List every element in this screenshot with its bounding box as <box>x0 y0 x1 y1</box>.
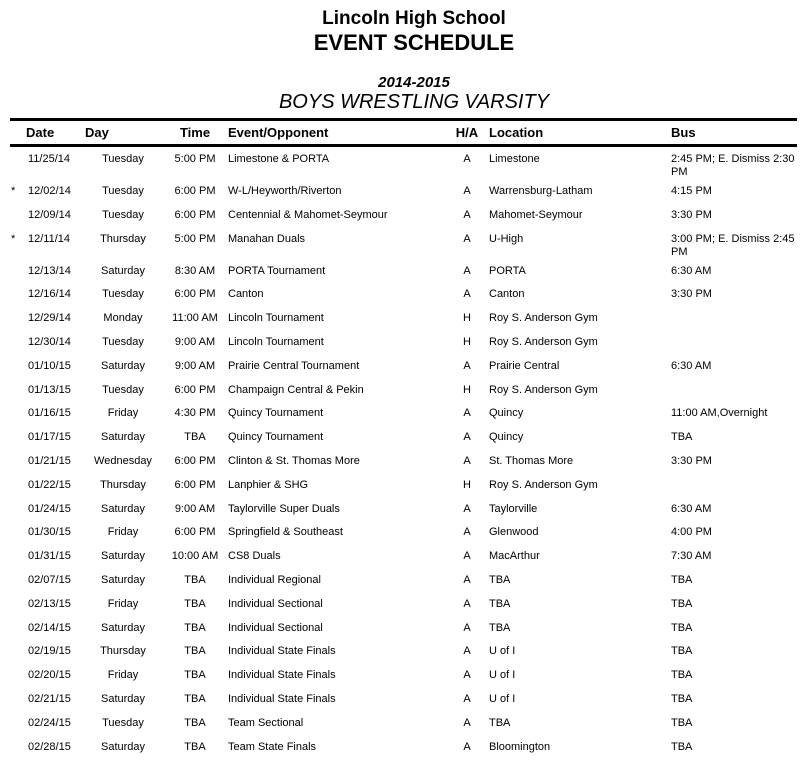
location-cell: U of I <box>489 645 516 658</box>
home-away-cell: H <box>463 335 471 348</box>
day-cell: Saturday <box>100 740 146 753</box>
table-row <box>10 568 797 592</box>
date-cell: 12/11/14 <box>28 232 71 245</box>
home-away-cell: A <box>463 526 471 539</box>
time-cell: 6:00 PM <box>174 478 216 491</box>
event-opponent-cell: W-L/Heyworth/Riverton <box>228 185 342 197</box>
event-opponent-cell: Champaign Central & Pekin <box>228 383 364 396</box>
table-row <box>10 425 797 449</box>
schedule-rows <box>10 147 797 758</box>
home-away-cell: H <box>463 312 471 325</box>
location-cell: U-High <box>489 232 524 245</box>
location-cell: Warrensburg-Latham <box>489 185 593 197</box>
event-opponent-cell: Individual State Finals <box>228 645 336 658</box>
location-cell: St. Thomas More <box>489 454 574 467</box>
time-cell: 6:00 PM <box>174 526 216 539</box>
day-cell: Saturday <box>100 692 146 705</box>
time-cell: TBA <box>184 740 206 753</box>
event-opponent-cell: Quincy Tournament <box>228 431 324 444</box>
table-row <box>10 663 797 687</box>
time-cell: TBA <box>184 716 206 729</box>
schedule-table <box>10 118 797 758</box>
date-cell: 02/13/15 <box>28 597 71 610</box>
location-cell: Roy S. Anderson Gym <box>489 383 598 396</box>
day-cell: Saturday <box>100 359 146 372</box>
event-opponent-cell: Clinton & St. Thomas More <box>228 454 360 467</box>
day-cell: Thursday <box>100 478 146 491</box>
day-cell: Tuesday <box>102 288 144 301</box>
location-cell: TBA <box>489 573 511 586</box>
event-opponent-cell: Individual Sectional <box>228 597 323 610</box>
day-cell: Friday <box>107 526 139 539</box>
location-cell: Roy S. Anderson Gym <box>489 312 598 325</box>
event-opponent-cell: Manahan Duals <box>228 232 306 245</box>
table-row <box>10 497 797 521</box>
bus-cell: 2:45 PM; E. Dismiss 2:30 PM <box>671 153 795 178</box>
event-opponent-cell: Individual State Finals <box>228 669 336 682</box>
day-cell: Friday <box>107 597 139 610</box>
bus-cell: TBA <box>671 431 693 444</box>
table-row <box>10 687 797 711</box>
table-row <box>10 544 797 568</box>
location-cell: Roy S. Anderson Gym <box>489 478 598 491</box>
location-cell: TBA <box>489 716 511 729</box>
location-cell: TBA <box>489 597 511 610</box>
time-cell: TBA <box>184 669 206 682</box>
time-cell: 4:30 PM <box>174 407 216 420</box>
date-cell: 12/13/14 <box>28 264 71 277</box>
school-name: Lincoln High School <box>322 8 506 29</box>
time-cell: TBA <box>184 431 206 444</box>
location-cell: PORTA <box>489 264 526 277</box>
home-away-cell: H <box>463 383 471 396</box>
bus-cell: 6:30 AM <box>671 359 712 372</box>
location-cell: U of I <box>489 692 516 705</box>
bus-cell: 6:30 AM <box>671 264 712 277</box>
day-cell: Friday <box>107 669 139 682</box>
table-row <box>10 735 797 759</box>
bus-cell: TBA <box>671 716 693 729</box>
day-cell: Thursday <box>100 645 146 658</box>
day-cell: Tuesday <box>102 208 144 221</box>
time-cell: 9:00 AM <box>174 335 216 348</box>
home-away-cell: A <box>463 185 471 197</box>
home-away-cell: A <box>463 550 471 563</box>
time-cell: TBA <box>184 692 206 705</box>
date-cell: 12/30/14 <box>28 335 71 348</box>
table-row <box>10 592 797 616</box>
home-away-cell: A <box>463 288 471 301</box>
table-row <box>10 259 797 283</box>
time-cell: 6:00 PM <box>174 208 216 221</box>
date-cell: 12/29/14 <box>28 312 71 325</box>
table-header-row <box>10 118 797 147</box>
table-row <box>10 179 797 203</box>
bus-cell: 7:30 AM <box>671 550 712 563</box>
column-header-event-opponent: Event/Opponent <box>228 125 329 140</box>
event-opponent-cell: Lincoln Tournament <box>228 312 324 325</box>
column-header-day: Day <box>85 125 109 140</box>
document-title: EVENT SCHEDULE <box>313 30 515 55</box>
table-row <box>10 354 797 378</box>
home-away-cell: A <box>463 208 471 221</box>
event-opponent-cell: PORTA Tournament <box>228 264 326 277</box>
event-opponent-cell: Limestone & PORTA <box>228 153 330 165</box>
time-cell: 9:00 AM <box>174 502 216 515</box>
date-cell: 01/17/15 <box>28 431 71 444</box>
season-label: 2014-2015 <box>378 74 450 91</box>
day-cell: Tuesday <box>102 335 144 348</box>
location-cell: Mahomet-Seymour <box>489 208 583 221</box>
early-dismiss-marker: * <box>11 232 16 245</box>
home-away-cell: A <box>463 502 471 515</box>
home-away-cell: A <box>463 153 471 165</box>
date-cell: 02/14/15 <box>28 621 71 634</box>
home-away-cell: A <box>463 232 471 245</box>
bus-cell: 3:00 PM; E. Dismiss 2:45 PM <box>671 232 795 258</box>
bus-cell: 3:30 PM <box>671 208 712 221</box>
table-row <box>10 203 797 227</box>
day-cell: Saturday <box>100 502 146 515</box>
time-cell: 5:00 PM <box>174 232 216 245</box>
location-cell: TBA <box>489 621 511 634</box>
bus-cell: TBA <box>671 573 693 586</box>
home-away-cell: A <box>463 645 471 658</box>
event-opponent-cell: Individual State Finals <box>228 692 336 705</box>
event-opponent-cell: Taylorville Super Duals <box>228 502 340 515</box>
home-away-cell: A <box>463 407 471 420</box>
table-row <box>10 147 797 179</box>
column-header-bus: Bus <box>671 125 696 140</box>
day-cell: Saturday <box>100 550 146 563</box>
event-opponent-cell: Individual Sectional <box>228 621 323 634</box>
event-opponent-cell: Lanphier & SHG <box>228 478 309 491</box>
time-cell: 8:30 AM <box>174 264 216 277</box>
day-cell: Thursday <box>100 232 146 245</box>
time-cell: 6:00 PM <box>174 288 216 301</box>
bus-cell: 6:30 AM <box>671 502 712 515</box>
bus-cell: TBA <box>671 740 693 753</box>
home-away-cell: A <box>463 264 471 277</box>
location-cell: Roy S. Anderson Gym <box>489 335 598 348</box>
column-header-location: Location <box>489 125 544 140</box>
location-cell: Bloomington <box>489 740 551 753</box>
date-cell: 01/13/15 <box>28 383 71 396</box>
date-cell: 02/20/15 <box>28 669 71 682</box>
event-opponent-cell: Canton <box>228 288 264 301</box>
time-cell: 6:00 PM <box>174 454 216 467</box>
bus-cell: TBA <box>671 692 693 705</box>
column-header-home-away: H/A <box>455 125 479 140</box>
home-away-cell: A <box>463 621 471 634</box>
event-opponent-cell: CS8 Duals <box>228 550 281 563</box>
column-header-date: Date <box>26 125 55 140</box>
table-row <box>10 520 797 544</box>
day-cell: Saturday <box>100 264 146 277</box>
table-row <box>10 306 797 330</box>
table-row <box>10 282 797 306</box>
home-away-cell: A <box>463 716 471 729</box>
table-row <box>10 616 797 640</box>
event-opponent-cell: Individual Regional <box>228 573 321 586</box>
date-cell: 01/10/15 <box>28 359 71 372</box>
document-header <box>0 0 800 114</box>
home-away-cell: A <box>463 431 471 444</box>
home-away-cell: A <box>463 669 471 682</box>
bus-cell: TBA <box>671 597 693 610</box>
date-cell: 01/22/15 <box>28 478 71 491</box>
date-cell: 01/30/15 <box>28 526 71 539</box>
event-opponent-cell: Team State Finals <box>228 740 317 753</box>
time-cell: 5:00 PM <box>174 153 216 165</box>
day-cell: Saturday <box>100 573 146 586</box>
event-opponent-cell: Team Sectional <box>228 716 304 729</box>
day-cell: Tuesday <box>102 383 144 396</box>
location-cell: Canton <box>489 288 525 301</box>
bus-cell: 3:30 PM <box>671 288 712 301</box>
time-cell: TBA <box>184 645 206 658</box>
day-cell: Wednesday <box>94 454 152 467</box>
day-cell: Tuesday <box>102 716 144 729</box>
table-row <box>10 711 797 735</box>
time-cell: 6:00 PM <box>174 383 216 396</box>
bus-cell: TBA <box>671 621 693 634</box>
event-opponent-cell: Centennial & Mahomet-Seymour <box>228 208 388 221</box>
bus-cell: 11:00 AM,Overnight <box>671 407 768 420</box>
event-opponent-cell: Prairie Central Tournament <box>228 359 360 372</box>
location-cell: Quincy <box>489 407 524 420</box>
date-cell: 02/19/15 <box>28 645 71 658</box>
date-cell: 01/21/15 <box>28 454 71 467</box>
event-opponent-cell: Quincy Tournament <box>228 407 324 420</box>
time-cell: 6:00 PM <box>174 185 216 197</box>
table-row <box>10 227 797 259</box>
date-cell: 02/24/15 <box>28 716 71 729</box>
home-away-cell: A <box>463 359 471 372</box>
home-away-cell: H <box>463 478 471 491</box>
date-cell: 02/28/15 <box>28 740 71 753</box>
home-away-cell: A <box>463 573 471 586</box>
bus-cell: 4:00 PM <box>671 526 712 539</box>
table-row <box>10 639 797 663</box>
home-away-cell: A <box>463 692 471 705</box>
home-away-cell: A <box>463 454 471 467</box>
location-cell: Prairie Central <box>489 359 560 372</box>
date-cell: 01/16/15 <box>28 407 71 420</box>
location-cell: Limestone <box>489 153 540 165</box>
event-opponent-cell: Springfield & Southeast <box>228 526 343 539</box>
location-cell: Glenwood <box>489 526 539 539</box>
team-name: BOYS WRESTLING VARSITY <box>278 91 550 113</box>
day-cell: Saturday <box>100 431 146 444</box>
date-cell: 12/02/14 <box>28 185 71 197</box>
time-cell: 9:00 AM <box>174 359 216 372</box>
time-cell: TBA <box>184 621 206 634</box>
table-row <box>10 449 797 473</box>
date-cell: 12/09/14 <box>28 208 71 221</box>
date-cell: 02/07/15 <box>28 573 71 586</box>
date-cell: 01/24/15 <box>28 502 71 515</box>
bus-cell: TBA <box>671 645 693 658</box>
day-cell: Tuesday <box>102 153 144 165</box>
table-row <box>10 330 797 354</box>
location-cell: MacArthur <box>489 550 540 563</box>
location-cell: Taylorville <box>489 502 538 515</box>
time-cell: 10:00 AM <box>171 550 219 563</box>
day-cell: Friday <box>107 407 139 420</box>
time-cell: TBA <box>184 573 206 586</box>
location-cell: Quincy <box>489 431 524 444</box>
table-row <box>10 401 797 425</box>
day-cell: Tuesday <box>102 185 144 197</box>
time-cell: 11:00 AM <box>172 312 218 325</box>
home-away-cell: A <box>463 740 471 753</box>
bus-cell: 3:30 PM <box>671 454 712 467</box>
home-away-cell: A <box>463 597 471 610</box>
early-dismiss-marker: * <box>11 185 16 197</box>
time-cell: TBA <box>184 597 206 610</box>
event-opponent-cell: Lincoln Tournament <box>228 335 324 348</box>
date-cell: 01/31/15 <box>28 550 71 563</box>
bus-cell: 4:15 PM <box>671 185 712 197</box>
table-row <box>10 473 797 497</box>
column-header-time: Time <box>179 125 211 140</box>
day-cell: Saturday <box>100 621 146 634</box>
date-cell: 12/16/14 <box>28 288 71 301</box>
table-row <box>10 378 797 402</box>
date-cell: 11/25/14 <box>28 153 71 165</box>
date-cell: 02/21/15 <box>28 692 71 705</box>
location-cell: U of I <box>489 669 516 682</box>
day-cell: Monday <box>103 312 143 325</box>
bus-cell: TBA <box>671 669 693 682</box>
